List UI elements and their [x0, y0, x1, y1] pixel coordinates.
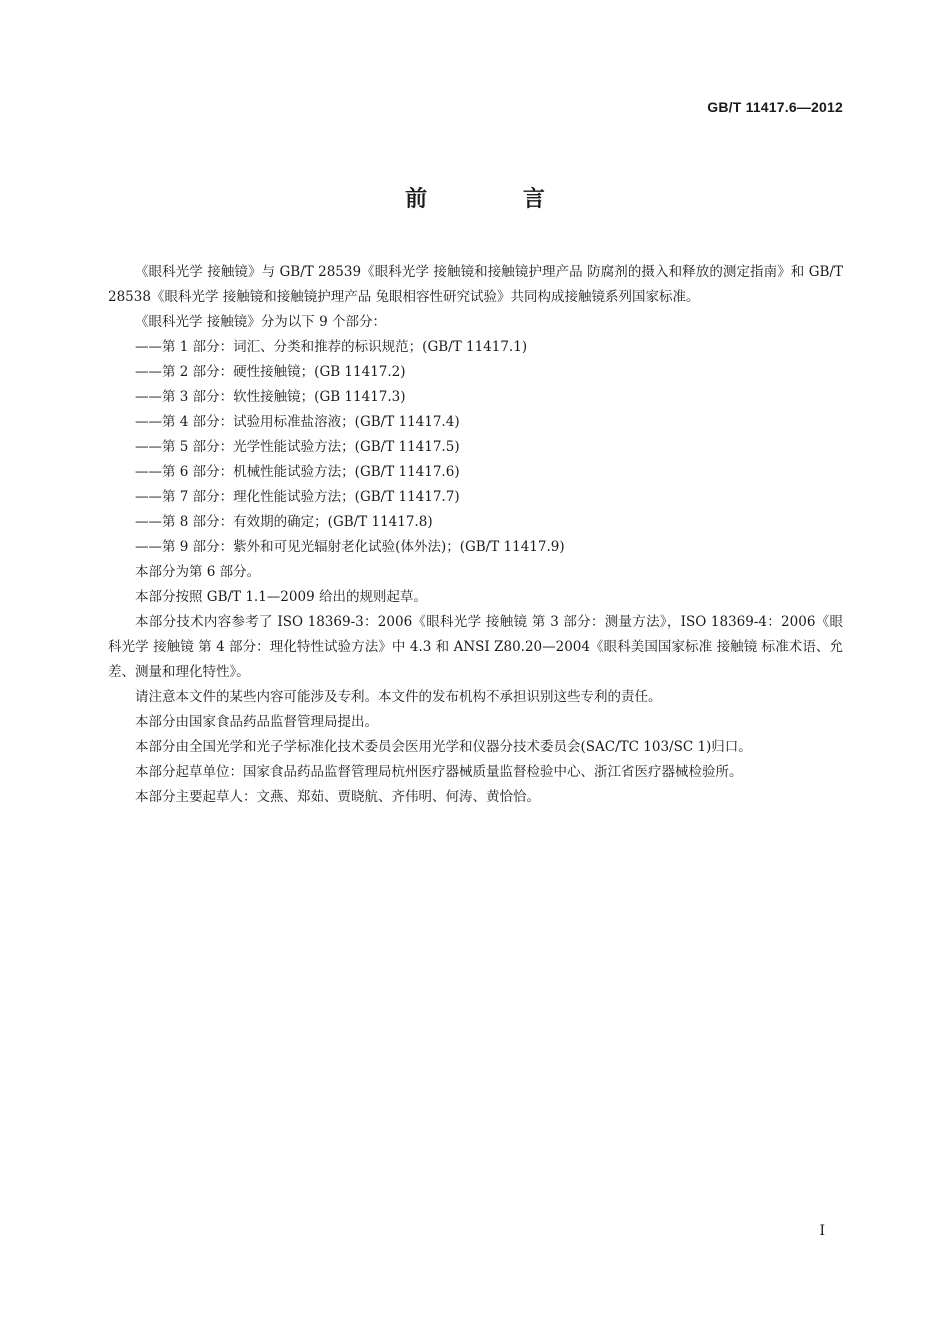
- part-item-5: ——第 5 部分：光学性能试验方法；(GB/T 11417.5): [135, 439, 460, 455]
- part-item-4: ——第 4 部分：试验用标准盐溶液；(GB/T 11417.4): [135, 414, 460, 430]
- paragraph-proposer: 本部分由国家食品药品监督管理局提出。: [135, 714, 378, 730]
- intro-paragraph: 《眼科光学 接触镜》与 GB/T 28539《眼科光学 接触镜和接触镜护理产品 防腐剂的摄入和释放的测定指南》和 GB/T 28538《眼科光学 接触镜和接触镜护理产品 兔眼相容性研究试验》共同构成接触镜系列国家标准。: [108, 264, 843, 305]
- page-number: I: [819, 1223, 825, 1239]
- paragraph-drafters: 本部分主要起草人：文燕、郑茹、贾晓航、齐伟明、何涛、黄恰恰。: [135, 789, 540, 805]
- part-item-6: ——第 6 部分：机械性能试验方法；(GB/T 11417.6): [135, 464, 460, 480]
- paragraph-references: 本部分技术内容参考了 ISO 18369-3：2006《眼科光学 接触镜 第 3 部分：测量方法》，ISO 18369-4：2006《眼科光学 接触镜 第 4 部分：理化特性试验方法》中 4.3 和 ANSI Z80.20—2004《眼科美国国家标准 接触镜 标准术语、允差、测量和理化特性》。: [108, 614, 843, 680]
- paragraph-patent-notice: 请注意本文件的某些内容可能涉及专利。本文件的发布机构不承担识别这些专利的责任。: [135, 689, 662, 705]
- standard-code: GB/T 11417.6—2012: [707, 99, 843, 115]
- paragraph-drafting-units: 本部分起草单位：国家食品药品监督管理局杭州医疗器械质量监督检验中心、浙江省医疗器械检验所。: [135, 764, 743, 780]
- part-item-3: ——第 3 部分：软性接触镜；(GB 11417.3): [135, 389, 406, 405]
- part-item-9: ——第 9 部分：紫外和可见光辐射老化试验(体外法)；(GB/T 11417.9): [135, 539, 565, 555]
- part-item-7: ——第 7 部分：理化性能试验方法；(GB/T 11417.7): [135, 489, 460, 505]
- paragraph-part-number: 本部分为第 6 部分。: [135, 564, 261, 580]
- document-body: [108, 260, 843, 810]
- part-item-2: ——第 2 部分：硬性接触镜；(GB 11417.2): [135, 364, 406, 380]
- parts-intro: 《眼科光学 接触镜》分为以下 9 个部分：: [135, 314, 386, 330]
- page-title: 前 言: [405, 187, 589, 212]
- part-item-1: ——第 1 部分：词汇、分类和推荐的标识规范；(GB/T 11417.1): [135, 339, 528, 355]
- paragraph-administrator: 本部分由全国光学和光子学标准化技术委员会医用光学和仪器分技术委员会(SAC/TC 103/SC 1)归口。: [135, 739, 752, 755]
- part-item-8: ——第 8 部分：有效期的确定；(GB/T 11417.8): [135, 514, 433, 530]
- paragraph-drafting-rules: 本部分按照 GB/T 1.1—2009 给出的规则起草。: [135, 589, 427, 605]
